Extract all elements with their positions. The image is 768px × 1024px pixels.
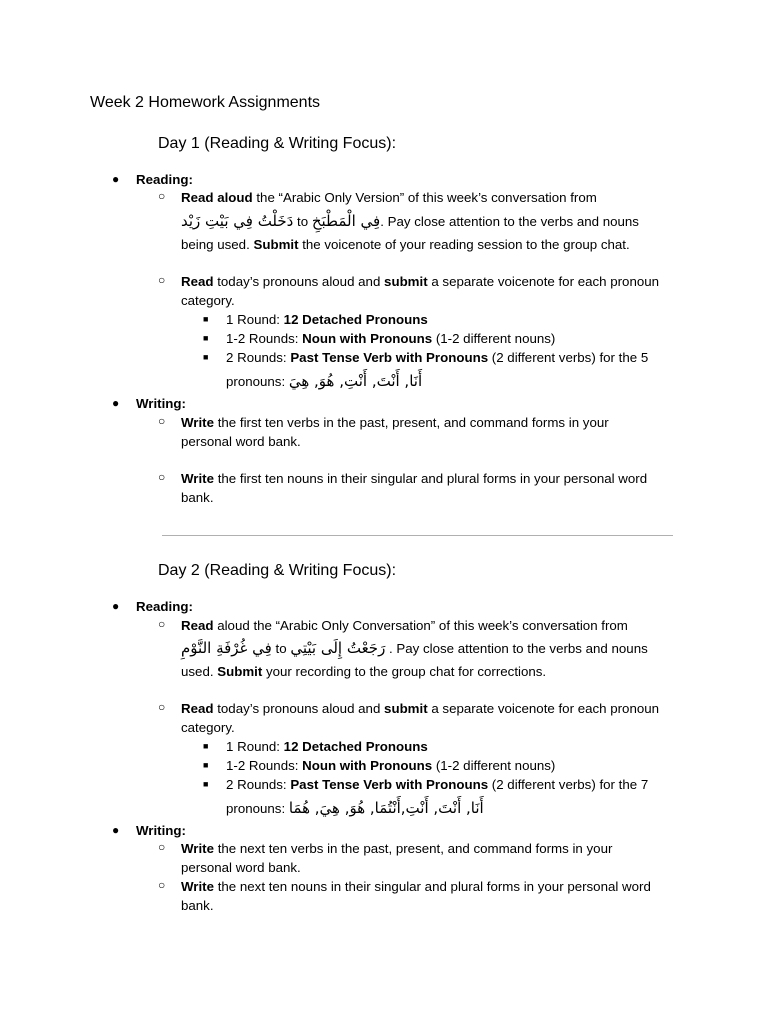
bullet-square: ■ — [203, 741, 209, 751]
day2-heading: Day 2 (Reading & Writing Focus): — [158, 562, 397, 579]
bullet-disc: ● — [112, 599, 120, 613]
day1-pronouns-line: pronouns: أَنَا, أَنْتَ, أَنْتِ, هُوَ, هِيَ — [226, 368, 422, 395]
day2-writing-item2-line2: bank. — [181, 898, 214, 913]
bullet-circle: ○ — [158, 414, 166, 428]
bullet-square: ■ — [203, 314, 209, 324]
day1-heading: Day 1 (Reading & Writing Focus): — [158, 135, 397, 152]
day1-reading-item2-line2: category. — [181, 293, 235, 308]
day2-writing-item2-line1: Write the next ten nouns in their singular and plural forms in your personal word — [181, 879, 651, 894]
day1-round-2: 1-2 Rounds: Noun with Pronouns (1-2 different nouns) — [226, 331, 556, 346]
horizontal-divider — [162, 535, 673, 536]
bullet-circle: ○ — [158, 189, 166, 203]
arabic-phrase-to: رَجَعْتُ إِلَى بَيْتِي — [290, 639, 386, 657]
day2-writing-item1-line2: personal word bank. — [181, 860, 301, 875]
day1-writing-item2-line1: Write the first ten nouns in their singular and plural forms in your personal word — [181, 471, 648, 486]
day1-writing-item1-line2: personal word bank. — [181, 434, 301, 449]
day2-reading-item1-line3: used. Submit your recording to the group chat for corrections. — [181, 664, 547, 679]
day2-writing-item1-line1: Write the next ten verbs in the past, present, and command forms in your — [181, 841, 613, 856]
day1-writing-label: Writing: — [136, 396, 186, 411]
arabic-phrase-to: فِي الْمَطْبَخِ — [311, 212, 381, 230]
day2-reading-item2-line2: category. — [181, 720, 235, 735]
bullet-circle: ○ — [158, 470, 166, 484]
day2-reading-item1-line1: Read aloud the “Arabic Only Conversation” of this week’s conversation from — [181, 618, 628, 633]
bullet-disc: ● — [112, 172, 120, 186]
day2-round-2: 1-2 Rounds: Noun with Pronouns (1-2 different nouns) — [226, 758, 556, 773]
day1-round-3: 2 Rounds: Past Tense Verb with Pronouns (2 different verbs) for the 5 — [226, 350, 649, 365]
document-title: Week 2 Homework Assignments — [90, 94, 321, 111]
day1-writing-item1-line1: Write the first ten verbs in the past, present, and command forms in your — [181, 415, 609, 430]
day1-round-1: 1 Round: 12 Detached Pronouns — [226, 312, 428, 327]
day2-pronouns-line: pronouns: أَنَا, أَنْتَ, أَنْتِ,أَنْتُمَا, هُوَ, هِيَ, هُمَا — [226, 795, 484, 822]
day2-reading-item2-line1: Read today’s pronouns aloud and submit a separate voicenote for each pronoun — [181, 701, 660, 716]
arabic-pronouns: أَنَا, أَنْتَ, أَنْتِ, هُوَ, هِيَ — [288, 372, 423, 390]
bullet-square: ■ — [203, 352, 209, 362]
arabic-phrase-from: فِي غُرْفَةِ النَّوْمِ — [181, 639, 272, 657]
day2-reading-label: Reading: — [136, 599, 193, 614]
day1-reading-item2-line1: Read today’s pronouns aloud and submit a separate voicenote for each pronoun — [181, 274, 660, 289]
day1-reading-item1-line1: Read aloud the “Arabic Only Version” of this week’s conversation from — [181, 190, 597, 205]
day2-round-1: 1 Round: 12 Detached Pronouns — [226, 739, 428, 754]
bullet-square: ■ — [203, 760, 209, 770]
bullet-disc: ● — [112, 823, 120, 837]
bullet-disc: ● — [112, 396, 120, 410]
bullet-circle: ○ — [158, 840, 166, 854]
arabic-pronouns: أَنَا, أَنْتَ, أَنْتِ,أَنْتُمَا, هُوَ, هِيَ, هُمَا — [288, 799, 484, 817]
bullet-circle: ○ — [158, 617, 166, 631]
day1-reading-item1-line2: دَخَلْتُ فِي بَيْتِ زَيْد to فِي الْمَطْبَخِ. Pay close attention to the verbs and nouns — [181, 208, 639, 235]
day2-reading-item1-line2: فِي غُرْفَةِ النَّوْمِ to رَجَعْتُ إِلَى بَيْتِي . Pay close attention to the verbs and nouns — [181, 635, 648, 662]
bullet-circle: ○ — [158, 273, 166, 287]
arabic-phrase-from: دَخَلْتُ فِي بَيْتِ زَيْد — [181, 212, 294, 230]
bullet-circle: ○ — [158, 700, 166, 714]
day1-reading-item1-line3: being used. Submit the voicenote of your reading session to the group chat. — [181, 237, 630, 252]
day2-writing-label: Writing: — [136, 823, 186, 838]
day1-reading-label: Reading: — [136, 172, 193, 187]
day1-writing-item2-line2: bank. — [181, 490, 214, 505]
day2-round-3: 2 Rounds: Past Tense Verb with Pronouns (2 different verbs) for the 7 — [226, 777, 649, 792]
bullet-square: ■ — [203, 779, 209, 789]
bullet-circle: ○ — [158, 878, 166, 892]
bullet-square: ■ — [203, 333, 209, 343]
